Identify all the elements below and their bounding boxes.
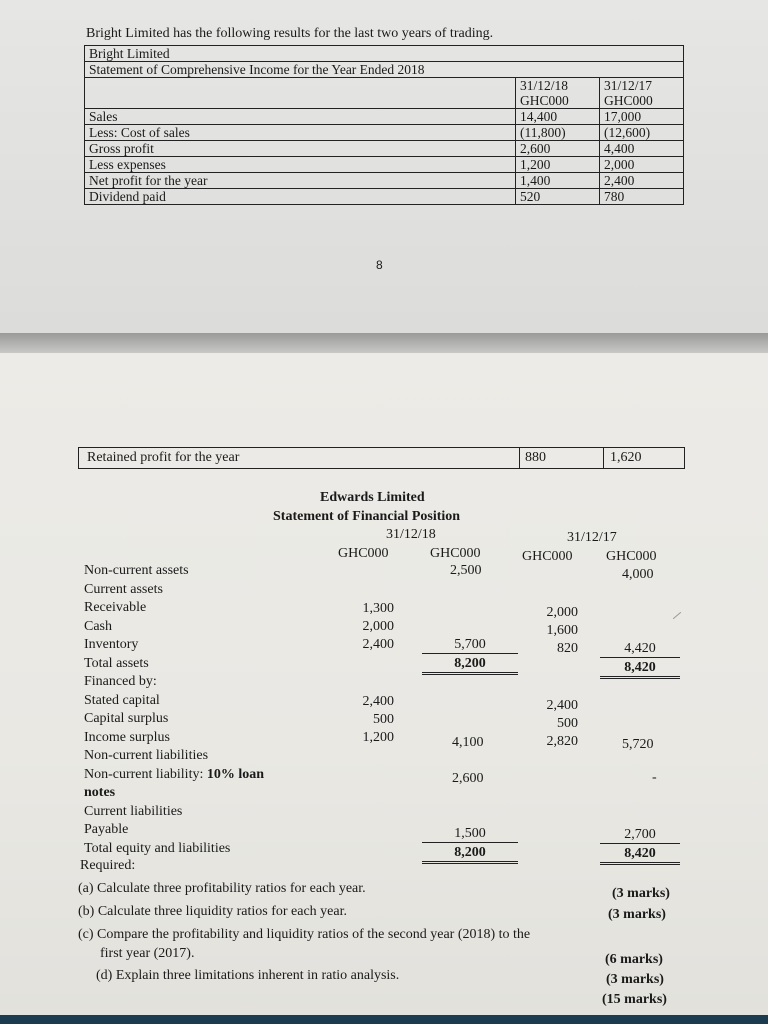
sofp-title: Statement of Financial Position [273,509,461,524]
payable-2017: 2,700 [600,827,680,844]
marks-a: (3 marks) [612,886,670,901]
sofp-unit: GHC000 [606,549,657,564]
sofp-date-2018: 31/12/18 [386,527,436,542]
sofp-date-2017: 31/12/17 [567,530,617,545]
sofp-unit: GHC000 [522,549,573,564]
required-a: (a) Calculate three profitability ratios for each year. [78,881,366,896]
required-heading: Required: [80,858,136,873]
loan-2017: - [652,770,657,785]
total-assets-2018: 8,200 [422,656,518,675]
sofp-company: Edwards Limited [320,490,425,505]
marks-total: (15 marks) [602,992,667,1007]
taskbar [0,1015,768,1024]
col-2017-detail: 2,000 1,600 820 [546,605,578,656]
table-row: Net profit for the year 1,400 2,400 [85,173,684,189]
page-number: 8 [376,258,383,272]
table-row: Sales 14,400 17,000 [85,109,684,125]
nca-2018: 2,500 [450,563,482,578]
col-2018-detail: 1,300 2,000 2,400 [362,601,394,652]
statement-title: Statement of Comprehensive Income for the Year Ended 2018 [85,62,684,78]
equity-2017: 5,720 [622,737,654,752]
total-assets-2017: 8,420 [600,660,680,679]
sofp-unit: GHC000 [338,546,389,561]
required-c-cont: first year (2017). [100,946,195,961]
sofp-unit: GHC000 [430,546,481,561]
nca-2017: 4,000 [622,567,654,582]
required-b: (b) Calculate three liquidity ratios for each year. [78,904,348,919]
table-row: Less: Cost of sales (11,800) (12,600) [85,125,684,141]
income-statement-table [84,45,684,205]
table-row: Gross profit 2,600 4,400 [85,141,684,157]
total-eq-2017: 8,420 [600,846,680,865]
col-header-2017: 31/12/17 GHC000 [600,78,684,109]
retained-profit-row [78,447,685,469]
company-name: Bright Limited [85,46,684,62]
ca-2018: 5,700 [422,637,518,654]
table-row: Dividend paid 520 780 [85,189,684,205]
marks-b: (3 marks) [608,907,666,922]
required-d: (d) Explain three limitations inherent in ratio analysis. [96,968,400,983]
intro-text: Bright Limited has the following results for the last two years of trading. [86,26,494,41]
col-header-2018: 31/12/18 GHC000 [516,78,600,109]
page-gap [0,333,768,353]
marks-d: (3 marks) [606,972,664,987]
table-row: Less expenses 1,200 2,000 [85,157,684,173]
required-c: (c) Compare the profitability and liquidity ratios of the second year (2018) to the [78,927,531,942]
col-2017-equity-detail: 2,400 500 2,820 [546,698,578,749]
loan-2018: 2,600 [452,771,484,786]
retained-2018: 880 [525,450,546,465]
sofp-labels: Non-current assets Current assets Receivable Cash Inventory Total assets Financed by: Stated capital Capital surplus Income surplus Non-current liabilities Non-current liability: 10% loan notes Current liabilities Payable Total equity and liabilities [84,563,265,856]
col-2018-equity-detail: 2,400 500 1,200 [362,694,394,745]
ca-2017: 4,420 [600,641,680,658]
retained-2017: 1,620 [610,450,642,465]
retained-label: Retained profit for the year [87,450,240,465]
total-eq-2018: 8,200 [422,845,518,864]
marks-c: (6 marks) [605,952,663,967]
payable-2018: 1,500 [422,826,518,843]
equity-2018: 4,100 [452,735,484,750]
